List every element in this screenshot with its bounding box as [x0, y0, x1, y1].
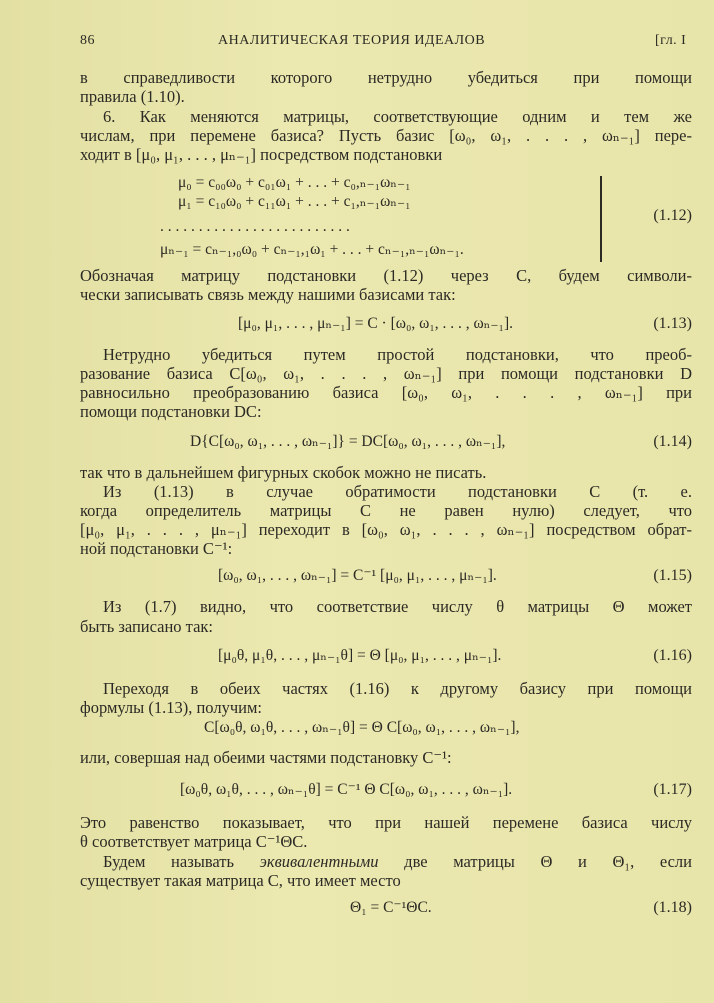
text-line: Из (1.13) в случае обратимости подстановки C (т. е. [103, 482, 692, 501]
definition-line [103, 852, 692, 871]
text-line: быть записано так: [80, 617, 214, 636]
text-line: чески записывать связь между нашими базисами так: [80, 285, 456, 304]
text-line: 6. Как меняются матрицы, соответствующие одним и тем же [103, 107, 692, 126]
defined-term: эквивалентными [259, 852, 379, 871]
text-line: Из (1.7) видно, что соответствие числу θ матрицы Θ может [103, 597, 692, 616]
equation: [ω₀, ω₁, . . . , ωₙ₋₁] = C⁻¹ [μ₀, μ₁, . . . , μₙ₋₁]. [218, 567, 497, 584]
equation: D{C[ω₀, ω₁, . . . , ωₙ₋₁]} = DC[ω₀, ω₁, . . . , ωₙ₋₁], [190, 433, 506, 450]
equation: [ω₀θ, ω₁θ, . . . , ωₙ₋₁θ] = C⁻¹ Θ C[ω₀, ω₁, . . . , ωₙ₋₁]. [180, 781, 513, 798]
equation-row: . . . . . . . . . . . . . . . . . . . . . . . . . [160, 218, 350, 235]
text-line: в справедливости которого нетрудно убедиться при помощи [80, 68, 692, 87]
text-line: существует такая матрица C, что имеет место [80, 871, 401, 890]
equation: [μ₀θ, μ₁θ, . . . , μₙ₋₁θ] = Θ [μ₀, μ₁, . . . , μₙ₋₁]. [218, 647, 502, 664]
equation-row: μ₁ = c₁₀ω₀ + c₁₁ω₁ + . . . + c₁,ₙ₋₁ωₙ₋₁ [178, 193, 411, 210]
equation-tag: (1.17) [653, 781, 692, 798]
page-number: 86 [80, 33, 95, 48]
text-line: или, совершая над обеими частями подстановку C⁻¹: [80, 748, 452, 767]
text-line: Это равенство показывает, что при нашей перемене базиса числу [80, 813, 692, 832]
text-line: помощи подстановки DC: [80, 402, 262, 421]
equation-tag: (1.15) [653, 567, 692, 584]
equation-tag: (1.18) [653, 899, 692, 916]
text-line: правила (1.10). [80, 87, 185, 106]
equation-row: μₙ₋₁ = cₙ₋₁,₀ω₀ + cₙ₋₁,₁ω₁ + . . . + cₙ₋₁,ₙ₋₁ωₙ₋₁. [160, 241, 464, 258]
running-title: АНАЛИТИЧЕСКАЯ ТЕОРИЯ ИДЕАЛОВ [218, 33, 486, 48]
system-brace [594, 176, 602, 262]
text-line: так что в дальнейшем фигурных скобок можно не писать. [80, 463, 487, 482]
text-span: Будем называть [103, 852, 260, 871]
text-span: две матрицы Θ и Θ₁, если [378, 852, 692, 871]
equation-row: μ₀ = c₀₀ω₀ + c₀₁ω₁ + . . . + c₀,ₙ₋₁ωₙ₋₁ [178, 174, 411, 191]
equation: C[ω₀θ, ω₁θ, . . . , ωₙ₋₁θ] = Θ C[ω₀, ω₁, . . . , ωₙ₋₁], [204, 719, 520, 736]
text-line: формулы (1.13), получим: [80, 698, 262, 717]
equation-tag: (1.12) [653, 207, 692, 224]
text-line: ходит в [μ₀, μ₁, . . . , μₙ₋₁] посредством подстановки [80, 145, 443, 164]
equation: Θ₁ = C⁻¹ΘC. [350, 899, 432, 916]
text-line: ной подстановки C⁻¹: [80, 539, 233, 558]
text-line: числам, при перемене базиса? Пусть базис [ω₀, ω₁, . . . , ωₙ₋₁] пере- [80, 126, 692, 145]
text-line: [μ₀, μ₁, . . . , μₙ₋₁] переходит в [ω₀, ω₁, . . . , ωₙ₋₁] посредством обрат- [80, 520, 692, 539]
text-line: равносильно преобразованию базиса [ω₀, ω₁, . . . , ωₙ₋₁] при [80, 383, 692, 402]
text-line: Обозначая матрицу подстановки (1.12) через C, будем символи- [80, 266, 692, 285]
equation-tag: (1.16) [653, 647, 692, 664]
chapter-marker: [гл. I [655, 33, 687, 48]
text-line: Переходя в обеих частях (1.16) к другому базису при помощи [103, 679, 692, 698]
equation-tag: (1.13) [653, 315, 692, 332]
equation-tag: (1.14) [653, 433, 692, 450]
text-line: Нетрудно убедиться путем простой подстановки, что преоб- [103, 345, 692, 364]
equation: [μ₀, μ₁, . . . , μₙ₋₁] = C · [ω₀, ω₁, . . . , ωₙ₋₁]. [238, 315, 513, 332]
text-line: θ соответствует матрица C⁻¹ΘC. [80, 832, 308, 851]
text-line: разование базиса C[ω₀, ω₁, . . . , ωₙ₋₁] при помощи подстановки D [80, 364, 692, 383]
text-line: когда определитель матрицы C не равен нулю) следует, что [80, 501, 692, 520]
